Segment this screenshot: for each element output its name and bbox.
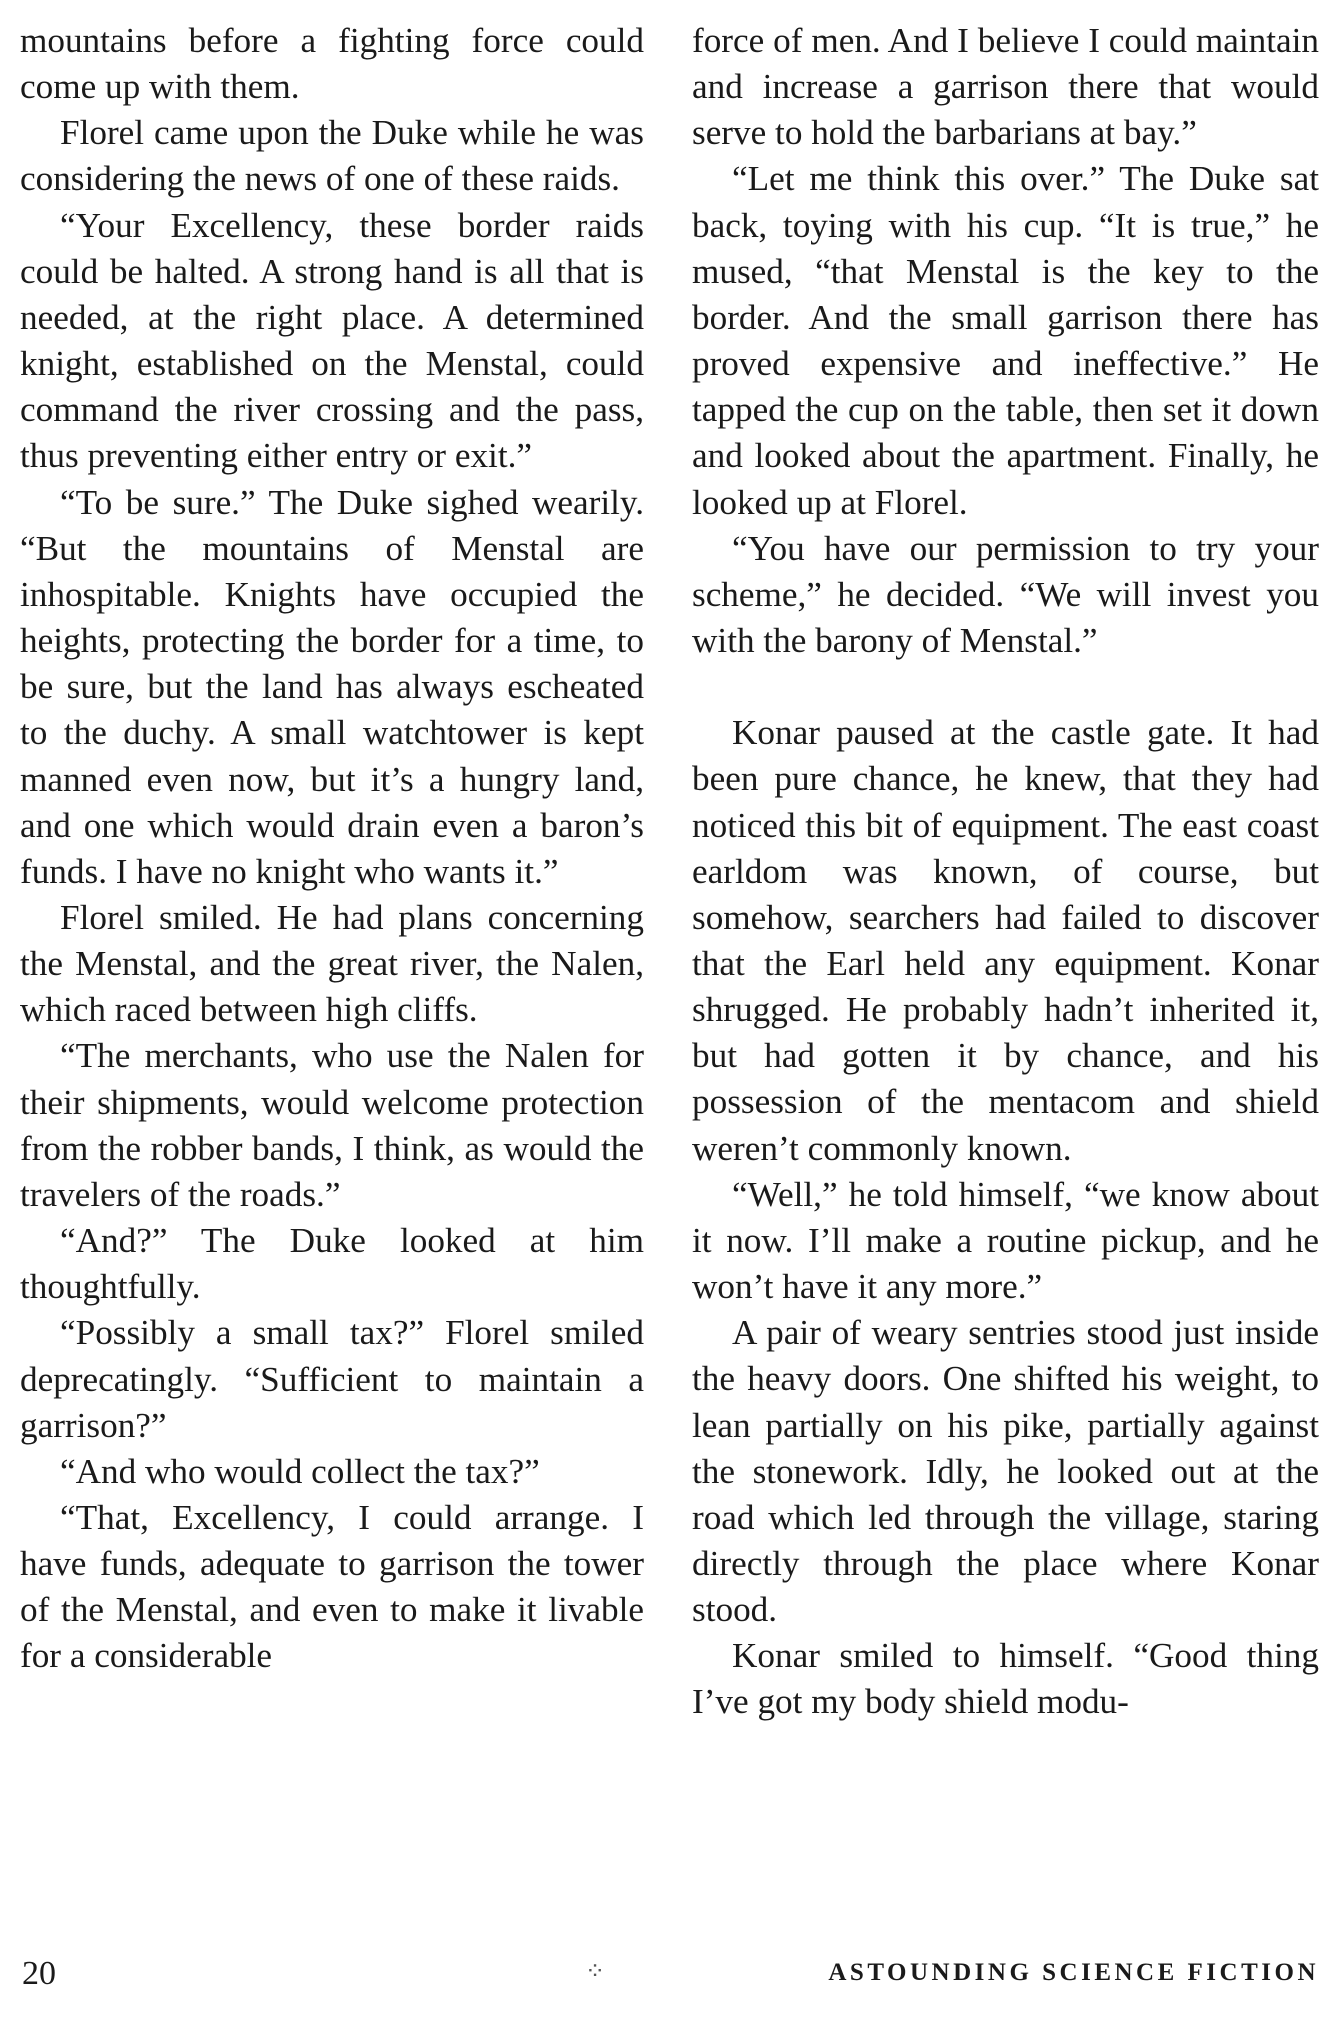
left-column	[20, 18, 644, 1680]
paragraph: “That, Excellency, I could arrange. I have funds, adequate to garrison the tower of the Menstal, and even to make it livable for a considerable	[20, 1498, 644, 1676]
paragraph: “You have our permission to try your scheme,” he decided. “We will invest you with the barony of Menstal.”	[692, 528, 1319, 661]
paragraph: force of men. And I believe I could maintain and increase a garrison there that would serve to hold the barbarians at bay.”	[692, 21, 1319, 153]
ink-speck-icon: ⁘	[585, 1959, 606, 1985]
paragraph: “Well,” he told himself, “we know about it now. I’ll make a routine pickup, and he won’t have it any more.”	[692, 1174, 1319, 1307]
paragraph: “Your Excellency, these border raids could be halted. A strong hand is all that is needed, at the right place. A determined knight, established on the Menstal, could command the river crossing and the pass, thus preventing either entry or exit.”	[20, 205, 644, 476]
page-footer	[0, 1955, 1339, 2005]
paragraph: “Possibly a small tax?” Florel smiled deprecatingly. “Sufficient to maintain a garrison?”	[20, 1313, 644, 1445]
right-column	[692, 18, 1319, 1726]
paragraph: “To be sure.” The Duke sighed wearily. “But the mountains of Menstal are inhospitable. Knights have occupied the heights, protecting the border for a time, to be sure, but the land has always escheated to the duchy. A small watchtower is kept manned even now, but it’s a hungry land, and one which would drain even a baron’s funds. I have no knight who wants it.”	[20, 482, 644, 891]
paragraph: “The merchants, who use the Nalen for their shipments, would welcome protection from the robber bands, I think, as would the travelers of the roads.”	[20, 1036, 644, 1214]
paragraph: A pair of weary sentries stood just inside the heavy doors. One shifted his weight, to lean partially on his pike, partially against the stonework. Idly, he looked out at the road which led through the village, staring directly through the place where Konar stood.	[692, 1313, 1319, 1630]
paragraph: “And who would collect the tax?”	[60, 1451, 540, 1491]
page-number: 20	[22, 1955, 56, 1992]
paragraph: Florel smiled. He had plans concerning the Menstal, and the great river, the Nalen, which raced between high cliffs.	[20, 897, 644, 1030]
paragraph: “Let me think this over.” The Duke sat back, toying with his cup. “It is true,” he mused, “that Menstal is the key to the border. And the small garrison there has proved expensive and ineffective.” He tapped the cup on the table, then set it down and looked about the apartment. Finally, he looked up at Florel.	[692, 159, 1319, 522]
paragraph: Florel came upon the Duke while he was considering the news of one of these raids.	[20, 113, 644, 199]
paragraph: “And?” The Duke looked at him thoughtfully.	[20, 1221, 644, 1307]
paragraph: mountains before a fighting force could come up with them.	[20, 21, 644, 107]
paragraph: Konar paused at the castle gate. It had been pure chance, he knew, that they had noticed this bit of equipment. The east coast earldom was known, of course, but somehow, searchers had failed to discover that the Earl held any equipment. Konar shrugged. He probably hadn’t inherited it, but had gotten it by chance, and his possession of the mentacom and shield weren’t commonly known.	[692, 713, 1319, 1168]
magazine-title: ASTOUNDING SCIENCE FICTION	[828, 1959, 1319, 1986]
paragraph: Konar smiled to himself. “Good thing I’ve got my body shield modu-	[692, 1636, 1319, 1722]
